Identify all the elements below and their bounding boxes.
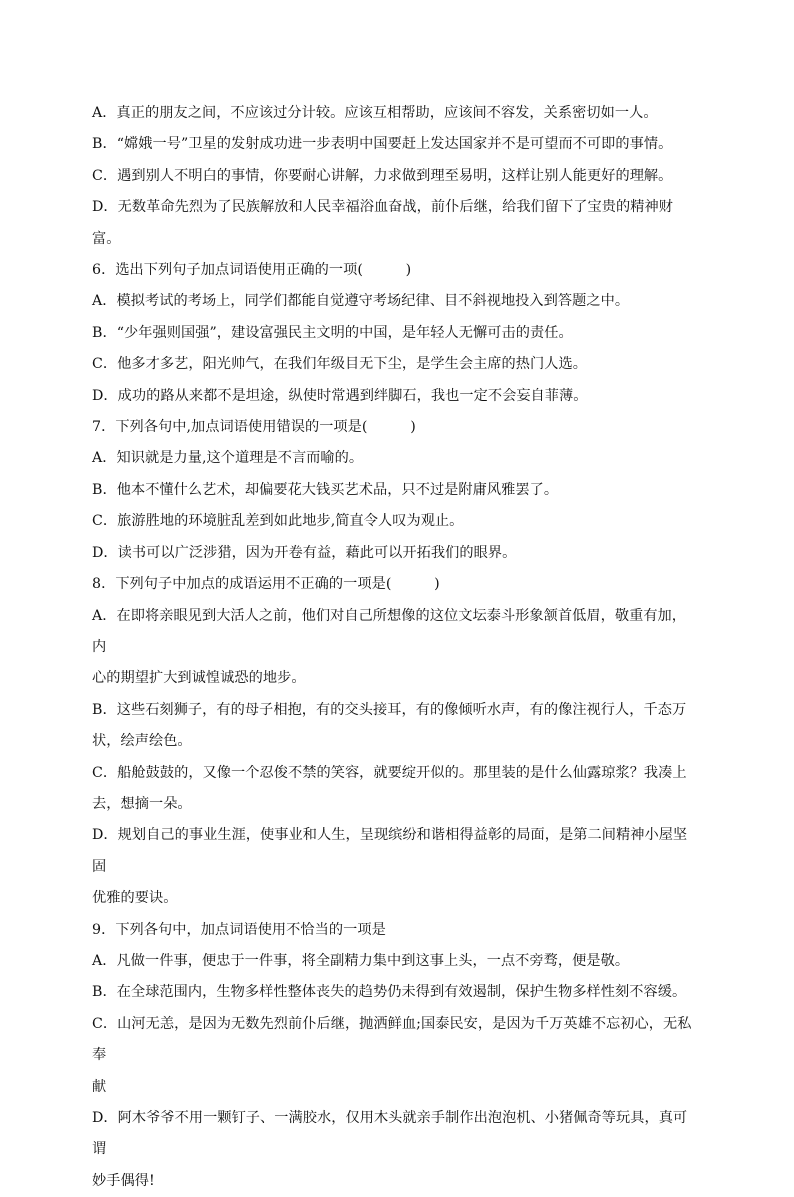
option-c-q7: C．旅游胜地的环境脏乱差到如此地步,简直令人叹为观止。 <box>92 513 464 530</box>
question-text-block <box>92 98 698 1197</box>
option-d-q8-line2: 优雅的要诀。 <box>92 890 178 907</box>
option-b-q5: B．“嫦娥一号”卫星的发射成功进一步表明中国要赶上发达国家并不是可望而不可即的事情。 <box>92 136 673 153</box>
question-7-stem: 7．下列各句中,加点词语使用错误的一项是( ) <box>92 419 416 436</box>
question-6-stem: 6．选出下列句子加点词语使用正确的一项( ) <box>92 262 412 279</box>
option-d-q7: D．读书可以广泛涉猎，因为开卷有益，藉此可以开拓我们的眼界。 <box>92 544 517 561</box>
option-a-q8-line2: 心的期望扩大到诚惶诚恐的地步。 <box>92 670 306 687</box>
option-b-q7: B．他本不懂什么艺术，却偏要花大钱买艺术品，只不过是附庸风雅罢了。 <box>92 481 559 498</box>
option-a-q7: A．知识就是力量,这个道理是不言而喻的。 <box>92 450 364 467</box>
question-8-stem: 8．下列句子中加点的成语运用不正确的一项是( ) <box>92 576 440 593</box>
option-a-q5: A．真正的朋友之间，不应该过分计较。应该互相帮助，应该间不容发，关系密切如一人。 <box>92 105 658 121</box>
option-c-q8-line1: C．船舱鼓鼓的，又像一个忍俊不禁的笑容，就要绽开似的。那里装的是什么仙露琼浆？我凑上 <box>92 764 687 781</box>
question-9-stem: 9．下列各句中，加点词语使用不恰当的一项是 <box>92 921 386 938</box>
option-d-q9-line2: 妙手偶得! <box>92 1172 155 1189</box>
option-d-q8-line1: D．规划自己的事业生涯，使事业和人生，呈现缤纷和谐相得益彰的局面，是第二间精神小屋坚固 <box>92 827 688 875</box>
option-c-q8-line2: 去，想摘一朵。 <box>92 795 192 812</box>
option-c-q9-line2: 献 <box>92 1078 107 1095</box>
option-a-q9: A．凡做一件事，便忠于一件事，将全副精力集中到这事上头，一点不旁骛，便是敬。 <box>92 952 630 969</box>
option-b-q6: B．“少年强则国强”，建设富强民主文明的中国，是年轻人无懈可击的责任。 <box>92 324 573 341</box>
option-c-q5: C．遇到别人不明白的事情，你要耐心讲解，力求做到理至易明，这样让别人能更好的理解。 <box>92 167 673 184</box>
option-a-q8-line1: A．在即将亲眼见到大活人之前，他们对自己所想像的这位文坛泰斗形象颔首低眉，敬重有加，内 <box>92 607 687 655</box>
option-d-q5: D．无数革命先烈为了民族解放和人民幸福浴血奋战，前仆后继，给我们留下了宝贵的精神财富。 <box>92 199 673 247</box>
option-a-q6: A．模拟考试的考场上，同学们都能自觉遵守考场纪律、目不斜视地投入到答题之中。 <box>92 293 630 310</box>
option-b-q9: B．在全球范围内，生物多样性整体丧失的趋势仍未得到有效遏制，保护生物多样性刻不容缓。 <box>92 984 687 1001</box>
option-d-q6: D．成功的路从来都不是坦途，纵使时常遇到绊脚石，我也一定不会妄自菲薄。 <box>92 387 588 404</box>
option-d-q9-line1: D．阿木爷爷不用一颗钉子、一满胶水，仅用木头就亲手制作出泡泡机、小猪佩奇等玩具，真可谓 <box>92 1110 688 1158</box>
option-c-q6: C．他多才多艺，阳光帅气，在我们年级目无下尘，是学生会主席的热门人选。 <box>92 356 587 373</box>
option-b-q8-line1: B．这些石刻狮子，有的母子相抱，有的交头接耳，有的像倾听水声，有的像注视行人，千态万 <box>92 701 687 718</box>
option-c-q9-line1: C．山河无恙，是因为无数先烈前仆后继，抛洒鲜血;国泰民安，是因为千万英雄不忘初心，无私奉 <box>92 1015 692 1064</box>
option-b-q8-line2: 状，绘声绘色。 <box>92 733 192 750</box>
